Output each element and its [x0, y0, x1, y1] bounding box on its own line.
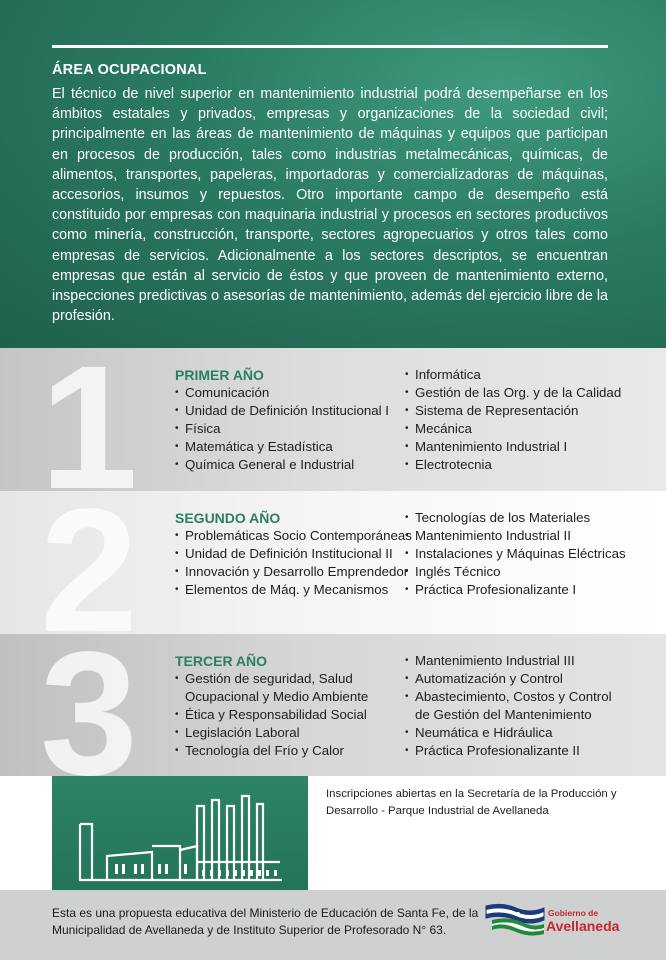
subject-item: • Matemática y Estadística — [175, 438, 400, 456]
gobierno-avellaneda-logo — [484, 900, 634, 940]
year-2-right-list — [405, 509, 660, 599]
subject-item: • Ética y Responsabilidad Social — [175, 706, 400, 724]
subject-item: • Sistema de Representación — [405, 402, 660, 420]
subject-item: • Elementos de Máq. y Mecanismos — [175, 581, 400, 599]
top-divider — [52, 45, 608, 48]
year-number: 1 — [40, 348, 138, 491]
subject-item: • Neumática e Hidráulica — [405, 724, 660, 742]
subject-item: • Comunicación — [175, 384, 400, 402]
year-2-left-list — [175, 509, 412, 599]
subject-item: • Informática — [405, 366, 660, 384]
logo-big-text: Avellaneda — [546, 918, 620, 934]
year-3-left-list — [175, 652, 400, 760]
subject-item: • Tecnologías de los Materiales — [405, 509, 660, 527]
subject-item: • Gestión de las Org. y de la Calidad — [405, 384, 660, 402]
subject-item: • Abastecimiento, Costos y Control de Gestión del Mantenimiento — [405, 688, 620, 724]
year-title: TERCER AÑO — [175, 653, 268, 669]
area-description: El técnico de nivel superior en mantenimiento industrial podrá desempeñarse en los ámbitos estatales y privados, empresas y organizaciones de la sociedad civil; principalmente en las áreas de mantenimiento de máquinas y equipos que participan en procesos de producción, tales como industrias metalmecánicas, químicas, de alimentos, transportes, papeleras, importadoras y comercializadoras de máquinas, accesorios, insumos y repuestos. Otro importante campo de desempeño está constituido por empresas con maquinaria industrial y procesos en sectores productivos como minería, construcción, transporte, sectores agropecuarios y otros tales como empresas de servicios. Adicionalmente a los sectores descriptos, se encuentran empresas que están al servicio de éstos y que proveen de mantenimiento externo, inspecciones predictivas o asesorías de mantenimiento, además del ejercicio libre de la profesión. — [52, 86, 608, 325]
logo-small-text: Gobierno de — [548, 908, 599, 918]
area-title: ÁREA OCUPACIONAL — [52, 62, 207, 78]
subject-item: • Unidad de Definición Institucional I — [175, 402, 400, 420]
subject-item: • Mantenimiento Industrial II — [405, 527, 660, 545]
year-title: SEGUNDO AÑO — [175, 510, 281, 526]
subject-item: • Instalaciones y Máquinas Eléctricas — [405, 545, 660, 563]
subject-item: • Gestión de seguridad, Salud Ocupacional y Medio Ambiente — [175, 670, 393, 706]
subject-item: • Inglés Técnico — [405, 563, 660, 581]
year-3-section — [0, 634, 666, 776]
area-ocupacional-section — [0, 0, 666, 348]
subject-item: • Práctica Profesionalizante I — [405, 581, 660, 599]
subject-item: • Legislación Laboral — [175, 724, 400, 742]
year-title: PRIMER AÑO — [175, 367, 264, 383]
subject-item: • Química General e Industrial — [175, 456, 400, 474]
inscripciones-text: Inscripciones abiertas en la Secretaría de la Producción y Desarrollo - Parque Industrial de Avellaneda — [326, 788, 617, 817]
subject-item: • Mantenimiento Industrial I — [405, 438, 660, 456]
subject-item: • Mantenimiento Industrial III — [405, 652, 660, 670]
subject-item: • Automatización y Control — [405, 670, 660, 688]
factory-illustration — [52, 776, 308, 890]
year-2-section — [0, 491, 666, 634]
subject-item: • Unidad de Definición Institucional II — [175, 545, 400, 563]
subject-item: • Innovación y Desarrollo Emprendedor — [175, 563, 400, 581]
subject-item: • Mecánica — [405, 420, 660, 438]
subject-item: • Problemáticas Socio Contemporáneas — [175, 527, 400, 545]
year-3-right-list — [405, 652, 660, 760]
year-number: 2 — [40, 491, 138, 634]
year-1-left-list — [175, 366, 400, 474]
footer-text: Esta es una propuesta educativa del Ministerio de Educación de Santa Fe, de la Municipalidad de Avellaneda y de Instituto Superior de Profesorado N° 63. — [52, 906, 479, 937]
subject-item: • Electrotecnia — [405, 456, 660, 474]
subject-item: • Práctica Profesionalizante II — [405, 742, 660, 760]
subject-item: • Tecnología del Frío y Calor — [175, 742, 400, 760]
subject-item: • Física — [175, 420, 400, 438]
year-1-section — [0, 348, 666, 491]
flag-logo-icon — [484, 900, 546, 940]
footer — [0, 890, 666, 960]
year-1-right-list — [405, 366, 660, 474]
year-number: 3 — [40, 634, 138, 776]
factory-icon — [52, 776, 308, 890]
